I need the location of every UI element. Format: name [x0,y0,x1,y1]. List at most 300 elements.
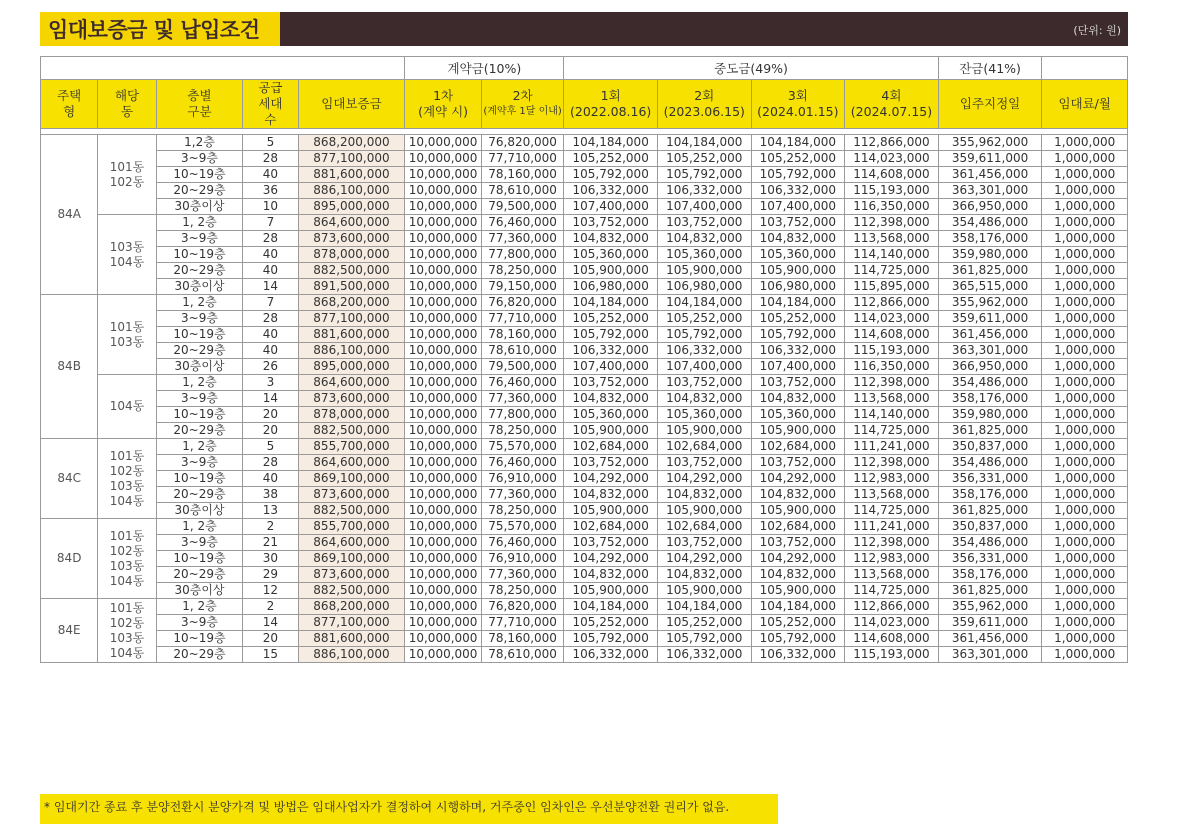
balance-cell: 366,950,000 [938,199,1042,215]
table-row [41,423,1128,439]
mid2-cell: 105,900,000 [657,423,751,439]
supply-cell: 40 [243,343,298,359]
mid2-cell: 105,252,000 [657,311,751,327]
table-row [41,279,1128,295]
table-row [41,599,1128,615]
deposit-cell: 891,500,000 [298,279,405,295]
contract2-cell: 76,460,000 [481,215,564,231]
mid1-cell: 103,752,000 [564,535,658,551]
table-row [41,487,1128,503]
supply-cell: 14 [243,391,298,407]
contract1-cell: 10,000,000 [405,135,481,151]
contract1-cell: 10,000,000 [405,343,481,359]
contract2-cell: 77,360,000 [481,391,564,407]
mid1-cell: 103,752,000 [564,375,658,391]
rent-cell: 1,000,000 [1042,151,1128,167]
floor-cell: 30층이상 [156,583,243,599]
deposit-cell: 869,100,000 [298,551,405,567]
contract1-cell: 10,000,000 [405,519,481,535]
contract1-cell: 10,000,000 [405,423,481,439]
mid4-cell: 112,983,000 [845,551,939,567]
floor-cell: 20~29층 [156,343,243,359]
rent-cell: 1,000,000 [1042,551,1128,567]
supply-cell: 40 [243,247,298,263]
deposit-cell: 895,000,000 [298,359,405,375]
mid3-cell: 104,184,000 [751,599,845,615]
header-blank [41,57,405,80]
dong-cell: 101동 102동 103동 104동 [98,439,156,519]
supply-cell: 14 [243,615,298,631]
mid3-cell: 107,400,000 [751,199,845,215]
mid1-cell: 104,832,000 [564,487,658,503]
rent-cell: 1,000,000 [1042,567,1128,583]
mid4-cell: 112,398,000 [845,455,939,471]
table-row [41,343,1128,359]
mid4-cell: 114,140,000 [845,407,939,423]
mid4-cell: 115,193,000 [845,183,939,199]
mid2-cell: 107,400,000 [657,359,751,375]
table-row [41,455,1128,471]
table-row [41,263,1128,279]
floor-cell: 20~29층 [156,487,243,503]
rent-cell: 1,000,000 [1042,407,1128,423]
table-row [41,167,1128,183]
balance-cell: 363,301,000 [938,183,1042,199]
mid1-cell: 106,332,000 [564,183,658,199]
supply-cell: 26 [243,359,298,375]
table-row [41,631,1128,647]
mid3-cell: 106,332,000 [751,183,845,199]
floor-cell: 3~9층 [156,535,243,551]
table-row [41,519,1128,535]
unit-type-cell: 84A [41,135,98,295]
rent-cell: 1,000,000 [1042,183,1128,199]
mid3-cell: 102,684,000 [751,519,845,535]
balance-cell: 354,486,000 [938,375,1042,391]
contract2-cell: 75,570,000 [481,519,564,535]
mid2-cell: 104,184,000 [657,599,751,615]
rent-cell: 1,000,000 [1042,343,1128,359]
mid4-cell: 111,241,000 [845,519,939,535]
contract2-cell: 79,500,000 [481,359,564,375]
deposit-cell: 877,100,000 [298,615,405,631]
contract2-cell: 76,820,000 [481,295,564,311]
floor-cell: 10~19층 [156,327,243,343]
contract2-cell: 77,710,000 [481,151,564,167]
table-row [41,199,1128,215]
floor-cell: 3~9층 [156,231,243,247]
contract1-cell: 10,000,000 [405,455,481,471]
mid2-cell: 103,752,000 [657,535,751,551]
supply-cell: 7 [243,215,298,231]
table-row [41,391,1128,407]
contract2-cell: 78,610,000 [481,183,564,199]
contract2-cell: 78,160,000 [481,631,564,647]
mid2-cell: 107,400,000 [657,199,751,215]
balance-cell: 359,980,000 [938,247,1042,263]
deposit-cell: 886,100,000 [298,343,405,359]
supply-cell: 3 [243,375,298,391]
rent-cell: 1,000,000 [1042,327,1128,343]
mid3-cell: 104,832,000 [751,391,845,407]
unit-type-cell: 84E [41,599,98,663]
contract1-cell: 10,000,000 [405,551,481,567]
contract1-cell: 10,000,000 [405,631,481,647]
supply-cell: 38 [243,487,298,503]
deposit-cell: 878,000,000 [298,407,405,423]
balance-cell: 363,301,000 [938,343,1042,359]
table-row [41,359,1128,375]
rent-cell: 1,000,000 [1042,215,1128,231]
mid4-cell: 115,193,000 [845,647,939,663]
contract2-cell: 78,160,000 [481,167,564,183]
mid2-cell: 105,360,000 [657,247,751,263]
supply-cell: 14 [243,279,298,295]
deposit-cell: 869,100,000 [298,471,405,487]
contract2-cell: 75,570,000 [481,439,564,455]
deposit-cell: 886,100,000 [298,183,405,199]
floor-cell: 10~19층 [156,551,243,567]
contract1-cell: 10,000,000 [405,215,481,231]
supply-cell: 13 [243,503,298,519]
header-move-in: 입주지정일 [938,80,1042,129]
mid3-cell: 105,792,000 [751,631,845,647]
table-row [41,439,1128,455]
mid1-cell: 105,252,000 [564,311,658,327]
mid3-cell: 103,752,000 [751,535,845,551]
floor-cell: 30층이상 [156,279,243,295]
rent-cell: 1,000,000 [1042,599,1128,615]
floor-cell: 20~29층 [156,263,243,279]
header-mid2: 2회 (2023.06.15) [657,80,751,129]
mid4-cell: 114,725,000 [845,503,939,519]
contract2-cell: 76,460,000 [481,535,564,551]
header-type: 주택형 [41,80,98,129]
contract2-cell: 76,910,000 [481,551,564,567]
table-row [41,471,1128,487]
floor-cell: 30층이상 [156,359,243,375]
mid1-cell: 105,900,000 [564,583,658,599]
dong-cell: 104동 [98,375,156,439]
contract2-cell: 79,500,000 [481,199,564,215]
supply-cell: 2 [243,519,298,535]
floor-cell: 1, 2층 [156,375,243,391]
supply-cell: 40 [243,167,298,183]
contract1-cell: 10,000,000 [405,407,481,423]
contract2-cell: 78,250,000 [481,583,564,599]
mid2-cell: 104,184,000 [657,135,751,151]
floor-cell: 20~29층 [156,423,243,439]
table-row [41,535,1128,551]
supply-cell: 20 [243,407,298,423]
supply-cell: 40 [243,327,298,343]
mid2-cell: 102,684,000 [657,439,751,455]
deposit-cell: 868,200,000 [298,599,405,615]
balance-cell: 355,962,000 [938,599,1042,615]
mid2-cell: 105,792,000 [657,631,751,647]
mid4-cell: 114,725,000 [845,583,939,599]
balance-cell: 361,825,000 [938,583,1042,599]
table-row [41,647,1128,663]
mid1-cell: 104,832,000 [564,231,658,247]
mid3-cell: 105,900,000 [751,263,845,279]
rent-cell: 1,000,000 [1042,583,1128,599]
contract2-cell: 77,800,000 [481,407,564,423]
rent-cell: 1,000,000 [1042,455,1128,471]
balance-cell: 354,486,000 [938,535,1042,551]
mid4-cell: 113,568,000 [845,231,939,247]
contract1-cell: 10,000,000 [405,599,481,615]
contract2-cell: 77,360,000 [481,567,564,583]
balance-cell: 355,962,000 [938,135,1042,151]
mid3-cell: 105,900,000 [751,423,845,439]
mid4-cell: 112,398,000 [845,215,939,231]
mid1-cell: 106,332,000 [564,343,658,359]
mid4-cell: 114,725,000 [845,263,939,279]
header-mid4: 4회 (2024.07.15) [845,80,939,129]
contract2-cell: 78,160,000 [481,327,564,343]
rent-cell: 1,000,000 [1042,519,1128,535]
mid1-cell: 104,184,000 [564,135,658,151]
mid2-cell: 104,292,000 [657,471,751,487]
mid4-cell: 114,725,000 [845,423,939,439]
balance-cell: 359,611,000 [938,311,1042,327]
contract1-cell: 10,000,000 [405,183,481,199]
mid3-cell: 104,292,000 [751,551,845,567]
contract1-cell: 10,000,000 [405,535,481,551]
rent-cell: 1,000,000 [1042,231,1128,247]
mid3-cell: 104,184,000 [751,295,845,311]
unit-type-cell: 84C [41,439,98,519]
rent-cell: 1,000,000 [1042,279,1128,295]
dong-cell: 101동 102동 [98,135,156,215]
mid2-cell: 105,252,000 [657,615,751,631]
balance-cell: 361,456,000 [938,167,1042,183]
mid2-cell: 106,332,000 [657,647,751,663]
contract1-cell: 10,000,000 [405,503,481,519]
contract2-cell: 78,250,000 [481,423,564,439]
balance-cell: 358,176,000 [938,567,1042,583]
balance-cell: 361,456,000 [938,327,1042,343]
mid1-cell: 104,832,000 [564,567,658,583]
floor-cell: 1, 2층 [156,599,243,615]
rent-cell: 1,000,000 [1042,391,1128,407]
mid1-cell: 106,332,000 [564,647,658,663]
contract1-cell: 10,000,000 [405,567,481,583]
contract2-cell: 78,610,000 [481,343,564,359]
contract1-cell: 10,000,000 [405,647,481,663]
mid4-cell: 114,608,000 [845,631,939,647]
floor-cell: 10~19층 [156,631,243,647]
mid3-cell: 106,980,000 [751,279,845,295]
deposit-cell: 855,700,000 [298,439,405,455]
balance-cell: 354,486,000 [938,455,1042,471]
mid3-cell: 104,184,000 [751,135,845,151]
mid3-cell: 105,252,000 [751,151,845,167]
mid3-cell: 105,360,000 [751,407,845,423]
table-row [41,135,1128,151]
supply-cell: 28 [243,455,298,471]
supply-cell: 29 [243,567,298,583]
header-balance: 잔금(41%) [938,57,1042,80]
supply-cell: 28 [243,151,298,167]
mid2-cell: 105,252,000 [657,151,751,167]
balance-cell: 359,611,000 [938,615,1042,631]
mid2-cell: 103,752,000 [657,215,751,231]
dong-cell: 101동 102동 103동 104동 [98,519,156,599]
deposit-cell: 855,700,000 [298,519,405,535]
deposit-cell: 881,600,000 [298,167,405,183]
supply-cell: 36 [243,183,298,199]
mid4-cell: 113,568,000 [845,391,939,407]
balance-cell: 359,980,000 [938,407,1042,423]
supply-cell: 5 [243,135,298,151]
supply-cell: 30 [243,551,298,567]
floor-cell: 10~19층 [156,471,243,487]
deposit-cell: 873,600,000 [298,391,405,407]
header-floor: 층별구분 [156,80,243,129]
mid4-cell: 112,866,000 [845,599,939,615]
mid4-cell: 114,608,000 [845,327,939,343]
mid1-cell: 105,360,000 [564,407,658,423]
floor-cell: 1,2층 [156,135,243,151]
footnote: * 임대기간 종료 후 분양전환시 분양가격 및 방법은 임대사업자가 결정하여 시행하며, 거주중인 임차인은 우선분양전환 권리가 없음. [44,800,730,814]
deposit-cell: 881,600,000 [298,631,405,647]
table-row [41,583,1128,599]
floor-cell: 3~9층 [156,151,243,167]
rent-cell: 1,000,000 [1042,199,1128,215]
mid2-cell: 105,900,000 [657,503,751,519]
table-row [41,375,1128,391]
supply-cell: 21 [243,535,298,551]
balance-cell: 361,456,000 [938,631,1042,647]
header-mid1: 1회 (2022.08.16) [564,80,658,129]
deposit-cell: 877,100,000 [298,151,405,167]
mid4-cell: 115,193,000 [845,343,939,359]
contract1-cell: 10,000,000 [405,615,481,631]
mid4-cell: 112,398,000 [845,375,939,391]
contract2-cell: 76,820,000 [481,135,564,151]
rent-cell: 1,000,000 [1042,503,1128,519]
contract1-cell: 10,000,000 [405,151,481,167]
header-contract2: 2차 (계약후 1달 이내) [481,80,564,129]
header-rent: 임대료/월 [1042,80,1128,129]
floor-cell: 3~9층 [156,391,243,407]
floor-cell: 3~9층 [156,311,243,327]
deposit-cell: 873,600,000 [298,567,405,583]
balance-cell: 366,950,000 [938,359,1042,375]
dong-cell: 103동 104동 [98,215,156,295]
mid3-cell: 104,832,000 [751,487,845,503]
contract1-cell: 10,000,000 [405,327,481,343]
contract2-cell: 78,250,000 [481,263,564,279]
balance-cell: 358,176,000 [938,231,1042,247]
contract1-cell: 10,000,000 [405,263,481,279]
supply-cell: 5 [243,439,298,455]
rent-cell: 1,000,000 [1042,311,1128,327]
deposit-cell: 868,200,000 [298,295,405,311]
supply-cell: 20 [243,631,298,647]
dong-cell: 101동 103동 [98,295,156,375]
table-body [41,135,1128,663]
rent-cell: 1,000,000 [1042,295,1128,311]
supply-cell: 28 [243,231,298,247]
mid2-cell: 105,360,000 [657,407,751,423]
mid4-cell: 114,023,000 [845,151,939,167]
mid2-cell: 106,332,000 [657,343,751,359]
supply-cell: 10 [243,199,298,215]
supply-cell: 28 [243,311,298,327]
floor-cell: 1, 2층 [156,439,243,455]
mid3-cell: 106,332,000 [751,343,845,359]
header-blank-rent [1042,57,1128,80]
mid1-cell: 103,752,000 [564,215,658,231]
mid4-cell: 115,895,000 [845,279,939,295]
balance-cell: 355,962,000 [938,295,1042,311]
mid3-cell: 105,900,000 [751,503,845,519]
floor-cell: 20~29층 [156,183,243,199]
deposit-cell: 895,000,000 [298,199,405,215]
table-row [41,615,1128,631]
mid2-cell: 104,832,000 [657,487,751,503]
deposit-cell: 864,600,000 [298,535,405,551]
mid1-cell: 105,792,000 [564,631,658,647]
floor-cell: 30층이상 [156,503,243,519]
deposit-cell: 873,600,000 [298,487,405,503]
mid1-cell: 104,184,000 [564,295,658,311]
contract2-cell: 77,360,000 [481,231,564,247]
balance-cell: 356,331,000 [938,471,1042,487]
rent-cell: 1,000,000 [1042,631,1128,647]
mid1-cell: 105,252,000 [564,151,658,167]
balance-cell: 365,515,000 [938,279,1042,295]
deposit-cell: 877,100,000 [298,311,405,327]
contract1-cell: 10,000,000 [405,311,481,327]
contract1-cell: 10,000,000 [405,247,481,263]
unit-type-cell: 84B [41,295,98,439]
floor-cell: 10~19층 [156,247,243,263]
deposit-cell: 881,600,000 [298,327,405,343]
balance-cell: 358,176,000 [938,487,1042,503]
mid3-cell: 106,332,000 [751,647,845,663]
mid4-cell: 114,140,000 [845,247,939,263]
mid1-cell: 104,832,000 [564,391,658,407]
contract2-cell: 78,250,000 [481,503,564,519]
header-dong: 해당동 [98,80,156,129]
rent-cell: 1,000,000 [1042,423,1128,439]
mid3-cell: 105,252,000 [751,615,845,631]
contract2-cell: 78,610,000 [481,647,564,663]
balance-cell: 358,176,000 [938,391,1042,407]
mid4-cell: 112,866,000 [845,135,939,151]
mid1-cell: 102,684,000 [564,519,658,535]
supply-cell: 40 [243,471,298,487]
mid4-cell: 116,350,000 [845,359,939,375]
mid4-cell: 112,398,000 [845,535,939,551]
balance-cell: 354,486,000 [938,215,1042,231]
contract1-cell: 10,000,000 [405,359,481,375]
mid3-cell: 105,252,000 [751,311,845,327]
contract1-cell: 10,000,000 [405,295,481,311]
dong-cell: 101동 102동 103동 104동 [98,599,156,663]
mid2-cell: 104,184,000 [657,295,751,311]
rent-cell: 1,000,000 [1042,263,1128,279]
rent-cell: 1,000,000 [1042,535,1128,551]
mid2-cell: 106,332,000 [657,183,751,199]
table-row [41,407,1128,423]
mid2-cell: 104,832,000 [657,231,751,247]
mid2-cell: 103,752,000 [657,455,751,471]
